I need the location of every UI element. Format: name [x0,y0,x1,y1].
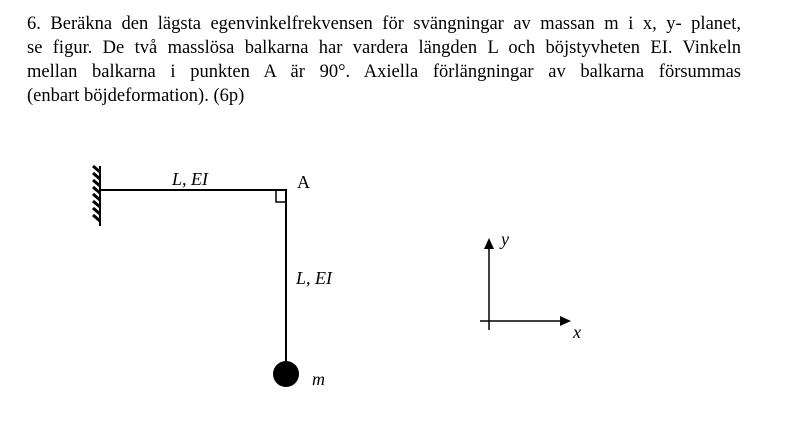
beam2-label: L, EI [296,268,332,288]
mass-label: m [312,369,325,389]
problem-line-4: (enbart böjdeformation). (6p) [27,86,245,106]
beam1-label: L, EI [172,169,208,189]
problem-line-3: mellan balkarna i punkten A är 90°. Axiella förlängningar av balkarna försummas [27,62,741,82]
fixed-wall-support [93,166,100,226]
y-axis-label: y [501,229,509,249]
problem-line-2: se figur. De två masslösa balkarna har vardera längden L och böjstyvheten EI. Vinkeln [27,38,741,58]
x-axis-arrow [560,316,571,326]
joint-label: A [297,172,310,192]
y-axis-arrow [484,238,494,249]
right-angle-marker [276,190,286,202]
x-axis-label: x [573,322,581,342]
coordinate-axes [480,229,581,342]
problem-line-1-text: Beräkna den lägsta egenvinkelfrekvensen för svängningar av massan m i x, y- planet, [50,14,742,34]
problem-number: 6. [27,14,41,34]
mass-point [273,361,299,387]
